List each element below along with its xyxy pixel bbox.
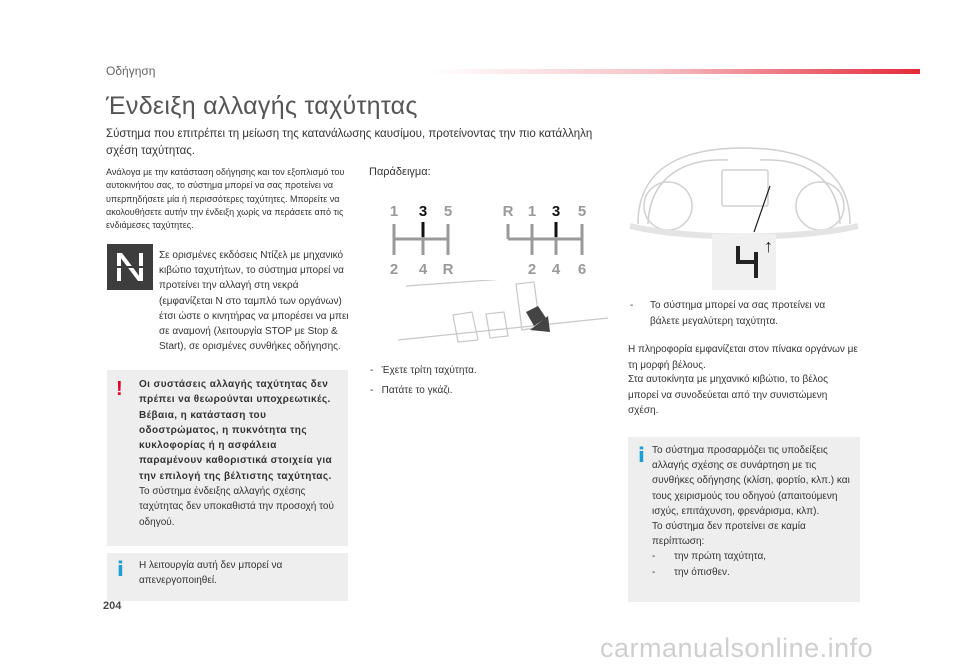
gear-label: 4	[418, 261, 428, 278]
gear-shift-diagram	[380, 192, 610, 284]
warning-normal-text: Το σύστημα ένδειξης αλλαγής σχέσης ταχύτητας δεν υποκαθιστά την προσοχή τού οδηγού.	[139, 486, 334, 528]
gear-label: 3	[418, 203, 428, 220]
warning-icon: !	[116, 378, 123, 400]
list-item-text: την πρώτη ταχύτητα,	[674, 551, 767, 563]
gear-label: 2	[389, 261, 399, 278]
info-icon: i	[638, 443, 645, 467]
info-icon: i	[117, 557, 124, 581]
gear-label: 5	[443, 203, 453, 220]
gear-label: R	[442, 261, 454, 278]
page-number: 204	[103, 600, 122, 612]
step-item: - Πατάτε το γκάζι.	[370, 385, 453, 396]
gear-label: 2	[527, 261, 537, 278]
list-item: - την πρώτη ταχύτητα,	[652, 549, 856, 564]
gear-label: 1	[527, 203, 537, 220]
gear-label: 1	[389, 203, 399, 220]
right-paragraph-1: Η πληροφορία εμφανίζεται στον πίνακα οργάνων με τη μορφή βέλους.	[628, 344, 858, 371]
upshift-bullet-text: Το σύστημα μπορεί να σας προτείνει να βάλετε μεγαλύτερη ταχύτητα.	[650, 300, 826, 327]
gear-label: 6	[577, 261, 587, 278]
gear-label: R	[502, 203, 514, 220]
gear-digit-icon	[734, 238, 788, 282]
info-adaptation-text2: Το σύστημα δεν προτείνει σε καμία περίπτωση:	[652, 521, 806, 548]
warning-text	[139, 377, 343, 530]
gear-indicator-display	[734, 238, 788, 282]
gear-label: 4	[551, 261, 561, 278]
gear-label: 3	[551, 203, 561, 220]
step-text: Έχετε τρίτη ταχύτητα.	[381, 365, 477, 376]
info-text-deactivation: Η λειτουργία αυτή δεν μπορεί να απενεργοποιηθεί.	[139, 560, 283, 587]
right-paragraph-2: Στα αυτοκίνητα με μηχανικό κιβώτιο, το βέλος μπορεί να συνοδεύεται από την συνιστώμενη σχέση.	[628, 374, 828, 417]
pedals-illustration	[398, 280, 618, 350]
warning-bold-text: Οι συστάσεις αλλαγής ταχύτητας δεν πρέπει να θεωρούνται υποχρεωτικές. Βέβαια, η κατάσταση του οδοστρώματος, η πυκνότητα της κυκλοφορίας ή η ασφάλεια παραμένουν καθοριστικά στοιχεία για την επιλογή της βέλτιστης ταχύτητας.	[139, 379, 333, 482]
intro-paragraph: Ανάλογα με την κατάσταση οδήγησης και τον εξοπλισμό του αυτοκινήτου σας, το σύστημα μπορεί να σας προτείνει να υπερπηδήσετε μία ή περισσότερες ταχύτητες. Μπορείτε να ακολουθήσετε αυτήν την ένδειξη χωρίς να περάσετε από τις ενδιάμεσες ταχύτητες.	[106, 167, 345, 231]
neutral-gear-icon	[107, 244, 153, 290]
example-label: Παράδειγμα:	[369, 166, 431, 178]
page-title: Ένδειξη αλλαγής ταχύτητας	[106, 92, 418, 120]
info-text-adaptation	[652, 443, 856, 580]
upshift-arrow-icon: ↑	[764, 236, 773, 256]
list-item-text: την όπισθεν.	[674, 566, 730, 578]
neutral-paragraph: Σε ορισμένες εκδόσεις Ντίζελ με μηχανικό κιβώτιο ταχυτήτων, το σύστημα μπορεί να προτείνει την αλλαγή στη νεκρά (εμφανίζεται N στο ταμπλό των οργάνων) έτσι ώστε ο κινητήρας να μπορέσει να μπει σε αναμονή (λειτουργία STOP με Stop & Start), σε ορισμένες συνθήκες οδήγησης.	[159, 250, 349, 353]
upshift-bullet: - Το σύστημα μπορεί να σας προτείνει να βάλετε μεγαλύτερη ταχύτητα.	[630, 298, 855, 329]
gear-label: 5	[577, 203, 587, 220]
section-header: Οδήγηση	[106, 64, 156, 78]
header-accent-bar	[430, 69, 920, 74]
step-text: Πατάτε το γκάζι.	[381, 385, 453, 396]
page-subtitle: Σύστημα που επιτρέπει τη μείωση της κατανάλωσης καυσίμου, προτείνοντας την πιο κατάλληλη σχέση ταχύτητας.	[106, 128, 593, 157]
step-item: - Έχετε τρίτη ταχύτητα.	[370, 365, 477, 376]
info-adaptation-text: Το σύστημα προσαρμόζει τις υποδείξεις αλλαγής σχέσης σε συνάρτηση με τις συνθήκες οδήγησης (κλίση, φορτίο, κλπ.) και τους χειρισμούς του οδηγού (απαιτούμενη ισχύς, επιτάχυνση, φρενάρισμα, κλπ).	[652, 445, 850, 517]
watermark: carmanualsonline.info	[600, 633, 874, 663]
list-item: - την όπισθεν.	[652, 565, 856, 580]
